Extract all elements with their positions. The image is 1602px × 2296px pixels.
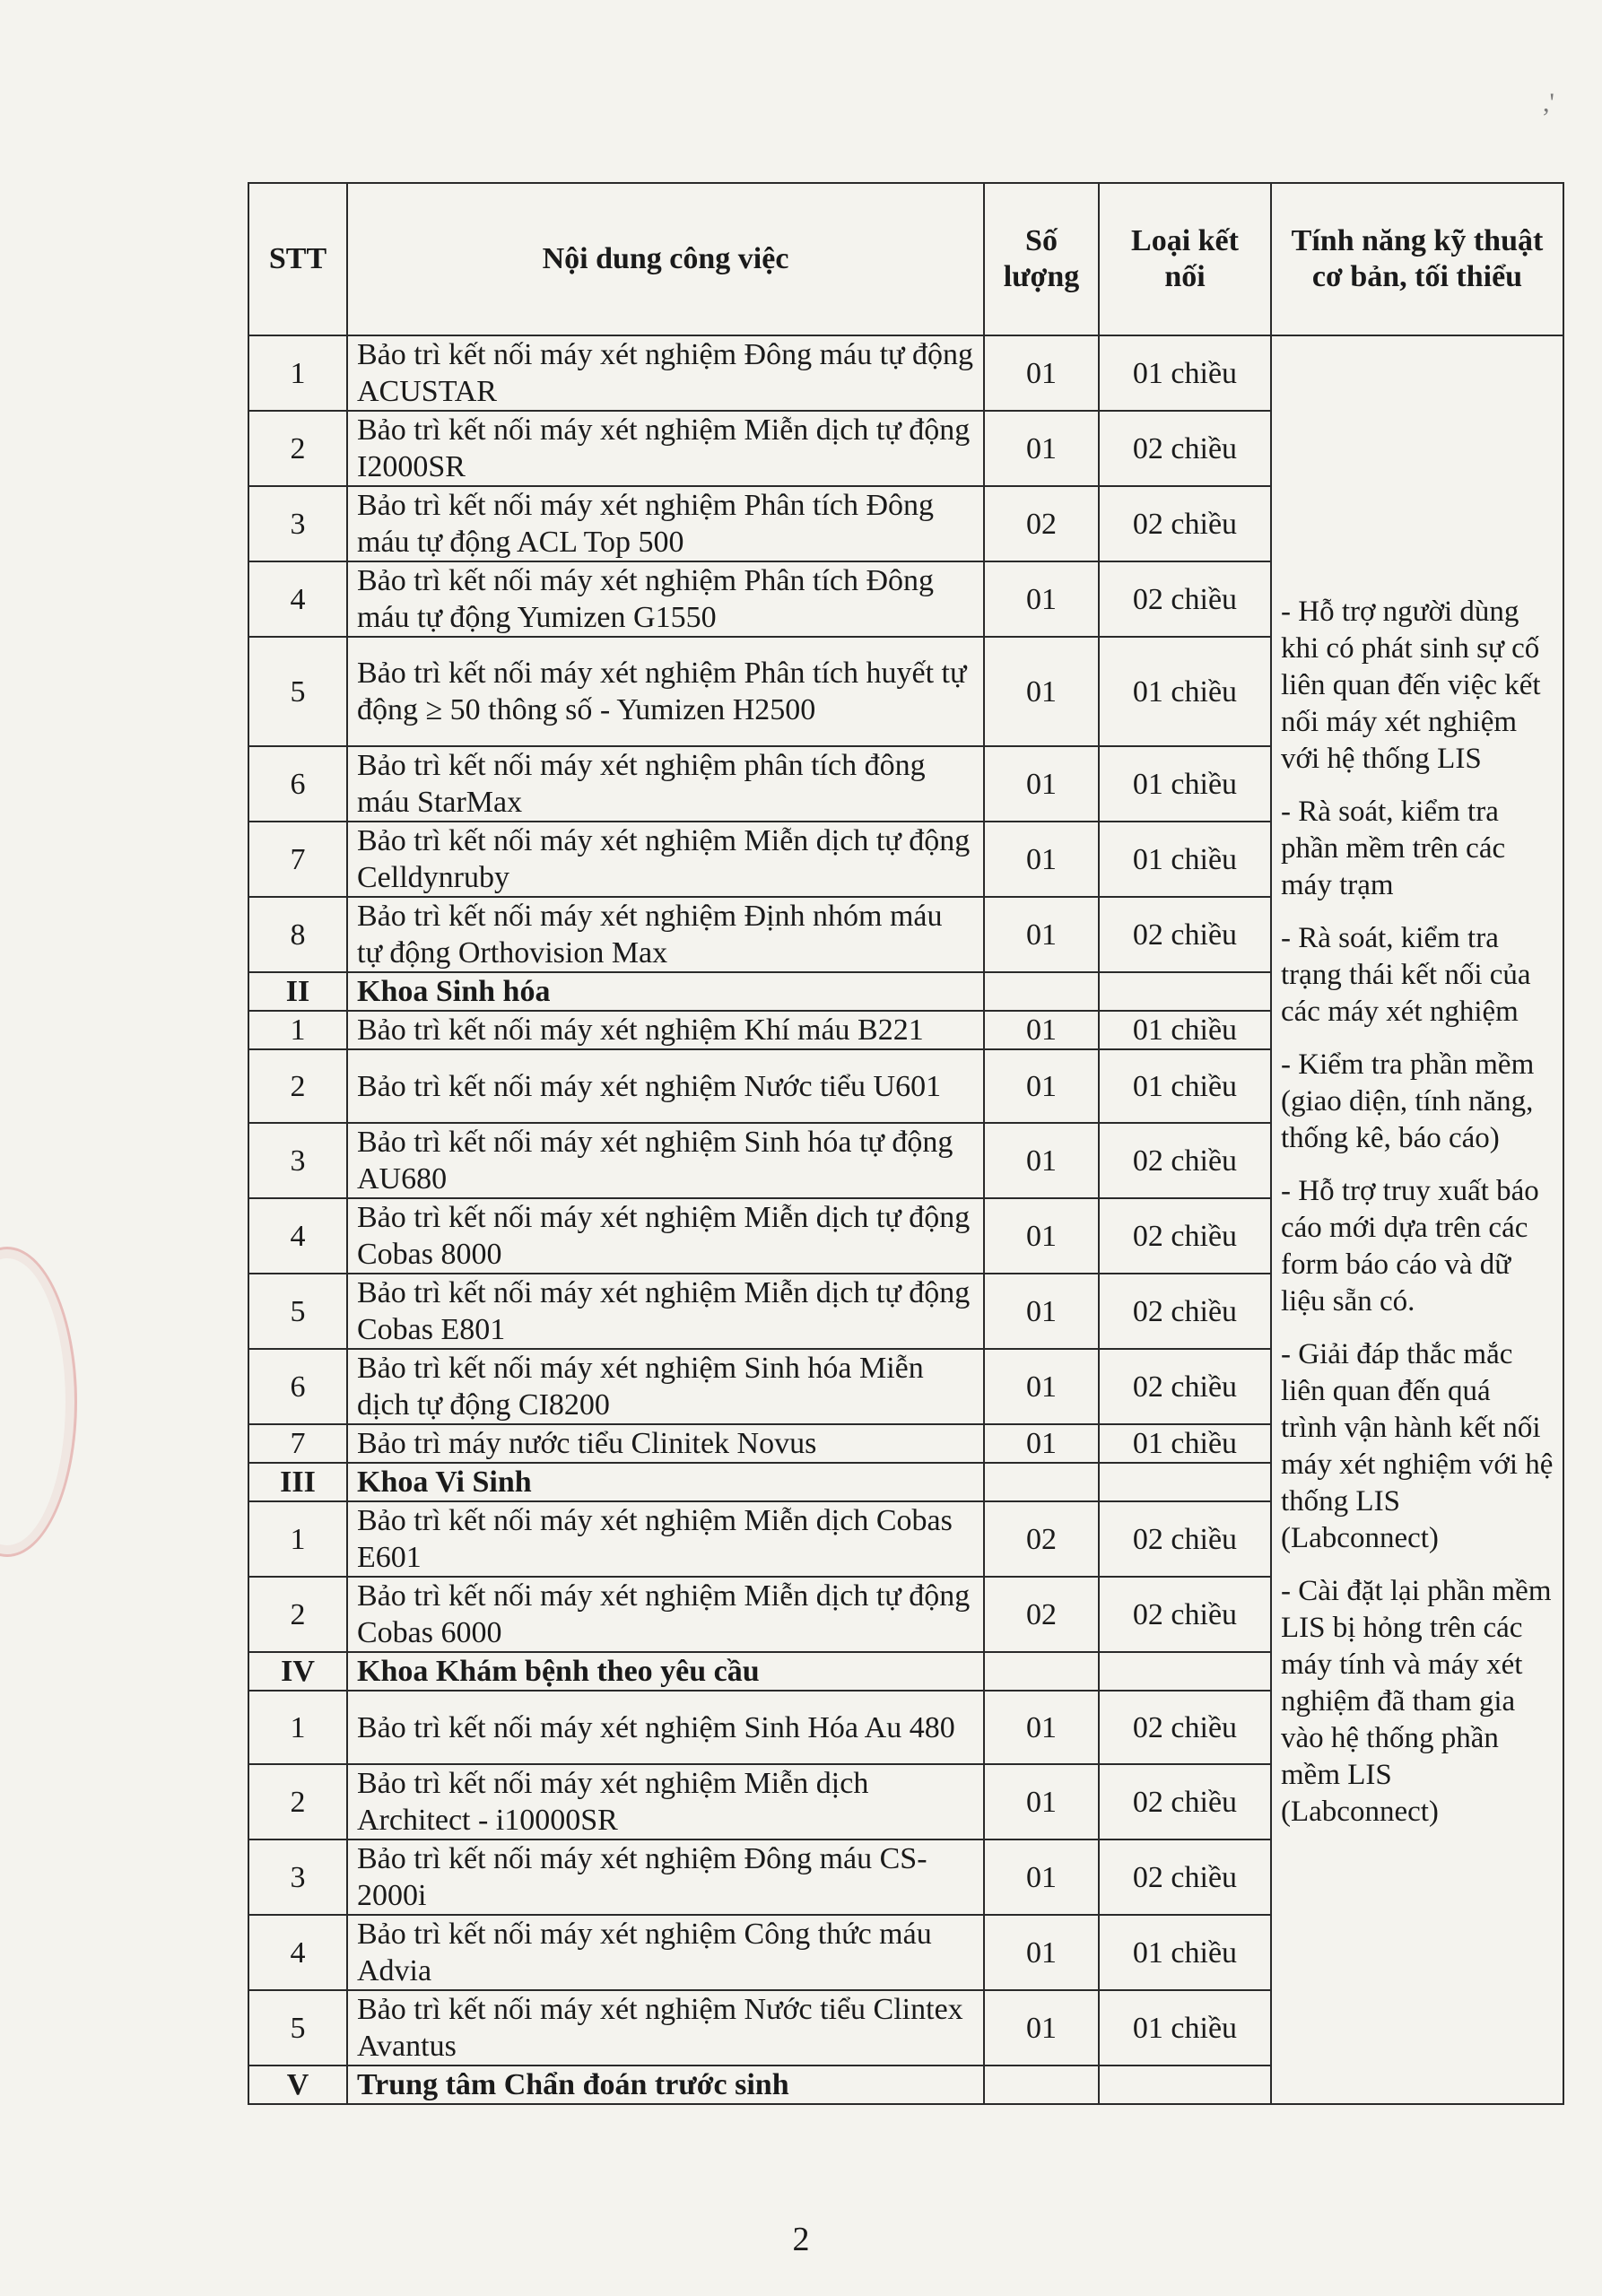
cell-qty: 01 (984, 1915, 1099, 1990)
cell-conn: 01 chiều (1099, 822, 1271, 897)
cell-qty: 01 (984, 1764, 1099, 1839)
cell-stt: 5 (248, 1990, 347, 2066)
cell-qty: 01 (984, 411, 1099, 486)
cell-stt: 6 (248, 1349, 347, 1424)
cell-conn: 02 chiều (1099, 1349, 1271, 1424)
cell-conn: 02 chiều (1099, 1198, 1271, 1274)
cell-conn: 01 chiều (1099, 1990, 1271, 2066)
cell-qty: 01 (984, 1839, 1099, 1915)
cell-conn: 02 chiều (1099, 561, 1271, 637)
cell-conn: 02 chiều (1099, 897, 1271, 972)
cell-qty: 01 (984, 1198, 1099, 1274)
cell-stt: 1 (248, 1691, 347, 1764)
header-conn: Loại kết nối (1099, 183, 1271, 335)
cell-stt: 1 (248, 1501, 347, 1577)
cell-task: Bảo trì kết nối máy xét nghiệm Đông máu tự động ACUSTAR (347, 335, 984, 411)
cell-stt: 3 (248, 486, 347, 561)
cell-conn: 02 chiều (1099, 1274, 1271, 1349)
cell-stt: 4 (248, 1915, 347, 1990)
cell-task: Bảo trì kết nối máy xét nghiệm Miễn dịch tự động Celldynruby (347, 822, 984, 897)
section-title: Khoa Khám bệnh theo yêu cầu (347, 1652, 984, 1691)
section-title: Khoa Vi Sinh (347, 1463, 984, 1501)
section-title: Trung tâm Chẩn đoán trước sinh (347, 2066, 984, 2104)
spec-item: - Cài đặt lại phần mềm LIS bị hỏng trên các máy tính và máy xét nghiệm đã tham gia vào hệ thống phần mềm LIS (Labconnect) (1281, 1574, 1552, 1828)
spec-item: - Hỗ trợ truy xuất báo cáo mới dựa trên các form báo cáo và dữ liệu sẵn có. (1281, 1174, 1539, 1318)
cell-stt: V (248, 2066, 347, 2104)
cell-stt: III (248, 1463, 347, 1501)
cell-qty: 01 (984, 1123, 1099, 1198)
cell-qty: 01 (984, 1011, 1099, 1049)
cell-qty (984, 1463, 1099, 1501)
cell-conn: 02 chiều (1099, 1123, 1271, 1198)
cell-task: Bảo trì kết nối máy xét nghiệm Miễn dịch tự động Cobas 8000 (347, 1198, 984, 1274)
cell-qty: 01 (984, 1691, 1099, 1764)
header-qty: Số lượng (984, 183, 1099, 335)
spec-item: - Rà soát, kiểm tra trạng thái kết nối của các máy xét nghiệm (1281, 921, 1531, 1028)
cell-conn: 02 chiều (1099, 1577, 1271, 1652)
cell-conn: 01 chiều (1099, 335, 1271, 411)
section-title: Khoa Sinh hóa (347, 972, 984, 1011)
red-seal-stamp (0, 1247, 77, 1557)
cell-qty: 01 (984, 1349, 1099, 1424)
cell-task: Bảo trì kết nối máy xét nghiệm Sinh hóa Miễn dịch tự động CI8200 (347, 1349, 984, 1424)
cell-task: Bảo trì kết nối máy xét nghiệm Định nhóm máu tự động Orthovision Max (347, 897, 984, 972)
spec-item: - Hỗ trợ người dùng khi có phát sinh sự cố liên quan đến việc kết nối máy xét nghiệm với hệ thống LIS (1281, 595, 1541, 775)
cell-qty (984, 972, 1099, 1011)
cell-stt: 6 (248, 746, 347, 822)
cell-stt: 7 (248, 822, 347, 897)
cell-qty: 01 (984, 746, 1099, 822)
cell-task: Bảo trì kết nối máy xét nghiệm Miễn dịch tự động I2000SR (347, 411, 984, 486)
cell-qty: 01 (984, 822, 1099, 897)
cell-conn (1099, 2066, 1271, 2104)
cell-conn (1099, 1463, 1271, 1501)
spec-item: - Kiểm tra phần mềm (giao diện, tính năng, thống kê, báo cáo) (1281, 1048, 1535, 1154)
cell-conn: 02 chiều (1099, 1501, 1271, 1577)
cell-stt: 5 (248, 1274, 347, 1349)
spec-item: - Giải đáp thắc mắc liên quan đến quá trình vận hành kết nối máy xét nghiệm với hệ thống LIS (Labconnect) (1281, 1337, 1554, 1554)
cell-stt: IV (248, 1652, 347, 1691)
cell-task: Bảo trì kết nối máy xét nghiệm Nước tiểu U601 (347, 1049, 984, 1123)
cell-task: Bảo trì kết nối máy xét nghiệm Phân tích Đông máu tự động Yumizen G1550 (347, 561, 984, 637)
cell-task: Bảo trì kết nối máy xét nghiệm Miễn dịch Cobas E601 (347, 1501, 984, 1577)
cell-task: Bảo trì kết nối máy xét nghiệm Sinh hóa tự động AU680 (347, 1123, 984, 1198)
cell-qty: 01 (984, 561, 1099, 637)
cell-task: Bảo trì kết nối máy xét nghiệm Miễn dịch tự động Cobas 6000 (347, 1577, 984, 1652)
cell-stt: 2 (248, 411, 347, 486)
cell-qty: 02 (984, 486, 1099, 561)
cell-task: Bảo trì kết nối máy xét nghiệm Nước tiểu Clintex Avantus (347, 1990, 984, 2066)
cell-stt: 3 (248, 1123, 347, 1198)
cell-conn: 01 chiều (1099, 637, 1271, 746)
cell-stt: 2 (248, 1049, 347, 1123)
cell-qty: 01 (984, 335, 1099, 411)
cell-stt: 1 (248, 335, 347, 411)
cell-conn: 01 chiều (1099, 1011, 1271, 1049)
cell-task: Bảo trì máy nước tiểu Clinitek Novus (347, 1424, 984, 1463)
cell-qty: 02 (984, 1501, 1099, 1577)
cell-qty: 02 (984, 1577, 1099, 1652)
cell-conn: 01 chiều (1099, 1424, 1271, 1463)
cell-stt: 4 (248, 561, 347, 637)
cell-task: Bảo trì kết nối máy xét nghiệm Công thức máu Advia (347, 1915, 984, 1990)
work-table (248, 182, 1564, 2105)
cell-conn: 02 chiều (1099, 1764, 1271, 1839)
cell-conn: 01 chiều (1099, 746, 1271, 822)
cell-stt: 2 (248, 1764, 347, 1839)
scan-mark: ,' (1543, 88, 1554, 117)
cell-qty: 01 (984, 1424, 1099, 1463)
cell-qty (984, 2066, 1099, 2104)
cell-stt: 5 (248, 637, 347, 746)
cell-qty: 01 (984, 1274, 1099, 1349)
header-stt: STT (248, 183, 347, 335)
cell-qty: 01 (984, 897, 1099, 972)
cell-conn: 02 chiều (1099, 1839, 1271, 1915)
cell-qty: 01 (984, 1990, 1099, 2066)
cell-stt: 8 (248, 897, 347, 972)
cell-task: Bảo trì kết nối máy xét nghiệm Phân tích huyết tự động ≥ 50 thông số - Yumizen H2500 (347, 637, 984, 746)
cell-task: Bảo trì kết nối máy xét nghiệm Sinh Hóa Au 480 (347, 1691, 984, 1764)
cell-stt: 7 (248, 1424, 347, 1463)
cell-conn: 01 chiều (1099, 1049, 1271, 1123)
cell-task: Bảo trì kết nối máy xét nghiệm Miễn dịch Architect - i10000SR (347, 1764, 984, 1839)
cell-conn (1099, 972, 1271, 1011)
cell-task: Bảo trì kết nối máy xét nghiệm Phân tích Đông máu tự động ACL Top 500 (347, 486, 984, 561)
cell-task: Bảo trì kết nối máy xét nghiệm phân tích đông máu StarMax (347, 746, 984, 822)
cell-task: Bảo trì kết nối máy xét nghiệm Miễn dịch tự động Cobas E801 (347, 1274, 984, 1349)
cell-qty: 01 (984, 1049, 1099, 1123)
cell-task: Bảo trì kết nối máy xét nghiệm Đông máu CS-2000i (347, 1839, 984, 1915)
cell-conn: 02 chiều (1099, 486, 1271, 561)
cell-conn: 02 chiều (1099, 411, 1271, 486)
table-row (248, 335, 1563, 411)
cell-stt: II (248, 972, 347, 1011)
table-header-row (248, 183, 1563, 335)
header-task: Nội dung công việc (347, 183, 984, 335)
spec-cell (1271, 335, 1563, 2104)
page-number: 2 (792, 2221, 810, 2258)
cell-stt: 2 (248, 1577, 347, 1652)
cell-qty (984, 1652, 1099, 1691)
cell-qty: 01 (984, 637, 1099, 746)
cell-stt: 4 (248, 1198, 347, 1274)
cell-stt: 1 (248, 1011, 347, 1049)
cell-conn (1099, 1652, 1271, 1691)
spec-item: - Rà soát, kiểm tra phần mềm trên các máy trạm (1281, 795, 1506, 901)
cell-stt: 3 (248, 1839, 347, 1915)
cell-task: Bảo trì kết nối máy xét nghiệm Khí máu B221 (347, 1011, 984, 1049)
header-spec: Tính năng kỹ thuật cơ bản, tối thiểu (1271, 183, 1563, 335)
cell-conn: 02 chiều (1099, 1691, 1271, 1764)
cell-conn: 01 chiều (1099, 1915, 1271, 1990)
